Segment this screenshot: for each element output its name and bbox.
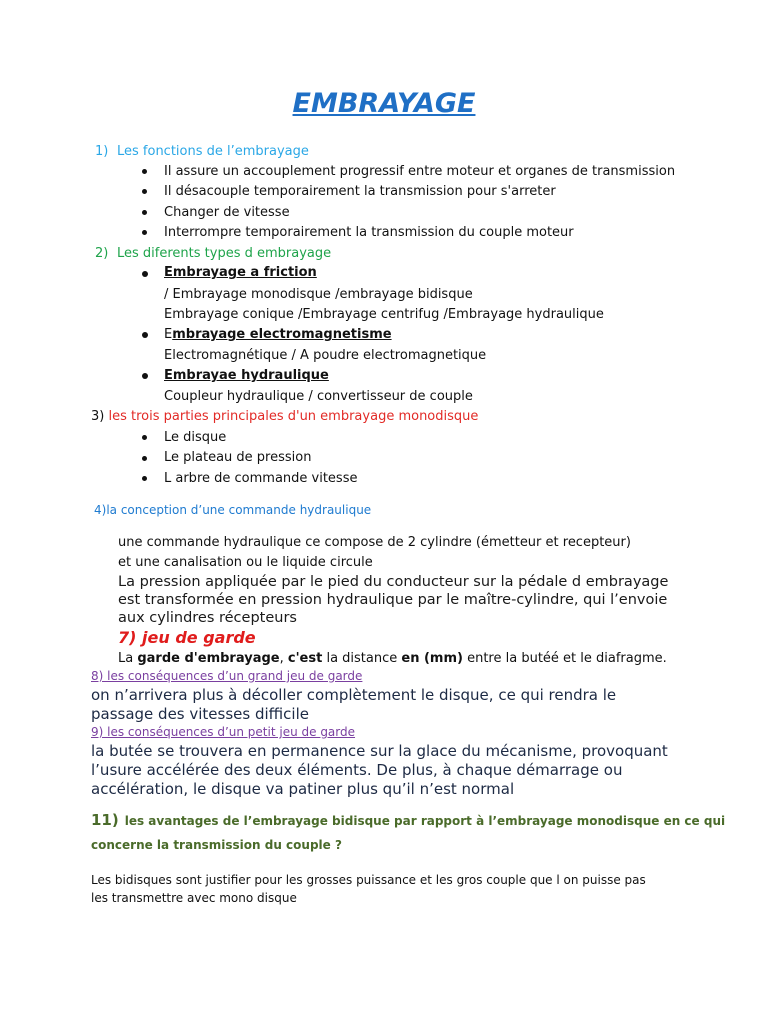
section-2-number: 2) bbox=[95, 246, 109, 261]
type-friction-label: Embrayage a friction bbox=[164, 265, 317, 280]
bullet-icon bbox=[142, 435, 147, 440]
section-11-number: 11) bbox=[91, 811, 119, 829]
section-7-text-la: La bbox=[118, 651, 138, 666]
type-hydraulic-line-1: Coupleur hydraulique / convertisseur de couple bbox=[164, 389, 473, 404]
list-item: Il désacouple temporairement la transmission pour s'arreter bbox=[164, 184, 556, 199]
bullet-icon bbox=[142, 189, 147, 194]
type-electromagnetic-rest: mbrayage electromagnetisme bbox=[172, 327, 392, 342]
section-7-text-comma: , bbox=[279, 651, 288, 666]
bullet-icon bbox=[142, 230, 147, 235]
section-2-title: Les diferents types d embrayage bbox=[117, 246, 332, 261]
type-electromagnetic-label bbox=[164, 327, 392, 342]
type-hydraulic-label: Embrayae hydraulique bbox=[164, 368, 329, 383]
section-9-heading: 9) les conséquences d’un petit jeu de garde bbox=[91, 725, 356, 739]
section-7-text-end: entre la butéé et le diafragme. bbox=[462, 651, 667, 666]
section-4-line-1: une commande hydraulique ce compose de 2 cylindre (émetteur et recepteur) bbox=[118, 535, 631, 550]
section-3-heading bbox=[91, 409, 478, 424]
bullet-icon bbox=[142, 456, 147, 461]
bullet-icon bbox=[142, 210, 147, 215]
section-9-paragraph: la butée se trouvera en permanence sur la glace du mécanisme, provoquant l’usure accélérée des deux éléments. De plus, à chaque démarrage ou accélération, le disque va patiner plus qu’il n’est normal bbox=[91, 742, 668, 798]
section-7-text-mid: la distance bbox=[322, 651, 402, 666]
bullet-icon bbox=[142, 373, 148, 379]
section-7-bold-mm: en (mm) bbox=[401, 651, 463, 666]
bullet-icon bbox=[142, 271, 148, 277]
section-4-paragraph: La pression appliquée par le pied du conducteur sur la pédale d embrayage est transformée en pression hydraulique par le maître-cylindre, qui l’envoie aux cylindres récepteurs bbox=[118, 574, 669, 626]
list-item: Changer de vitesse bbox=[164, 205, 290, 220]
section-11-heading-line-2: concerne la transmission du couple ? bbox=[91, 838, 342, 852]
section-11-paragraph: Les bidisques sont justifier pour les grosses puissance et les gros couple que l on puisse pas les transmettre avec mono disque bbox=[91, 873, 646, 905]
list-item: L arbre de commande vitesse bbox=[164, 471, 358, 486]
section-2-heading bbox=[95, 246, 331, 261]
list-item: Il assure un accouplement progressif entre moteur et organes de transmission bbox=[164, 164, 676, 179]
section-7-bold-garde: garde d'embrayage bbox=[137, 651, 280, 666]
list-item: Interrompre temporairement la transmission du couple moteur bbox=[164, 225, 574, 240]
section-3-number: 3) bbox=[91, 409, 105, 424]
section-8-paragraph: on n’arrivera plus à décoller complètement le disque, ce qui rendra le passage des vitesses difficile bbox=[91, 686, 617, 723]
section-11-title-line-1: les avantages de l’embrayage bidisque par rapport à l’embrayage monodisque en ce qui bbox=[124, 814, 726, 828]
section-8-heading: 8) les conséquences d’un grand jeu de garde bbox=[91, 669, 363, 683]
section-1-title: Les fonctions de l’embrayage bbox=[117, 144, 309, 159]
section-7-paragraph bbox=[118, 651, 667, 666]
section-1-heading bbox=[95, 144, 309, 159]
type-electromagnetic-initial: E bbox=[164, 327, 173, 342]
document-title: EMBRAYAGE bbox=[292, 88, 476, 119]
section-4-heading: 4)la conception d’une commande hydraulique bbox=[94, 503, 372, 517]
section-7-bold-cest: c'est bbox=[287, 651, 323, 666]
section-11-heading-line-1 bbox=[91, 811, 725, 829]
type-electromagnetic-line-1: Electromagnétique / A poudre electromagnetique bbox=[164, 348, 487, 363]
type-friction-line-2: Embrayage conique /Embrayage centrifug /Embrayage hydraulique bbox=[164, 307, 604, 322]
section-4-line-2: et une canalisation ou le liquide circule bbox=[118, 555, 373, 570]
type-friction-line-1: / Embrayage monodisque /embrayage bidisque bbox=[164, 287, 473, 302]
list-item: Le plateau de pression bbox=[164, 450, 312, 465]
bullet-icon bbox=[142, 476, 147, 481]
list-item: Le disque bbox=[164, 430, 227, 445]
bullet-icon bbox=[142, 332, 148, 338]
section-7-heading: 7) jeu de garde bbox=[118, 628, 256, 647]
section-1-number: 1) bbox=[95, 144, 109, 159]
section-3-title: les trois parties principales d'un embrayage monodisque bbox=[108, 409, 479, 424]
bullet-icon bbox=[142, 169, 147, 174]
